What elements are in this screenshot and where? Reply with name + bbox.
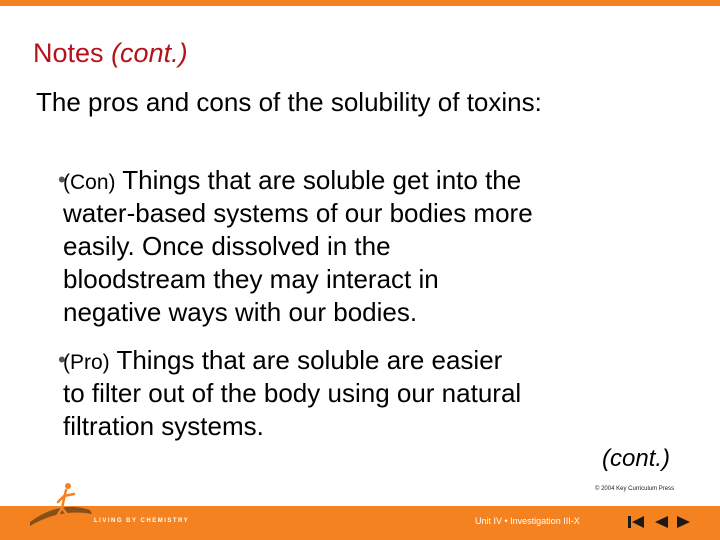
next-slide-button[interactable]: [677, 514, 691, 530]
bullet-line: bloodstream they may interact in: [63, 264, 439, 294]
previous-slide-icon: [654, 515, 668, 529]
bullet-lead-pro: (Pro): [63, 351, 110, 374]
next-slide-icon: [677, 515, 691, 529]
first-slide-icon: [628, 515, 644, 529]
bullet-dot-icon: •: [58, 347, 66, 372]
copyright-text: © 2004 Key Curriculum Press: [595, 486, 675, 492]
bullet-lead-con: (Con): [63, 171, 116, 194]
bullet-line: negative ways with our bodies.: [63, 297, 418, 327]
title-main: Notes: [33, 38, 104, 68]
bullet-line: Things that are soluble are easier: [116, 345, 503, 375]
bullet-line: to filter out of the body using our natural: [63, 378, 522, 408]
living-by-chemistry-logo-icon: [30, 480, 230, 536]
previous-slide-button[interactable]: [654, 514, 668, 530]
logo-text: LIVING BY CHEMISTRY: [94, 518, 190, 524]
top-accent-bar: [0, 0, 720, 6]
bullet-line: Things that are soluble get into the: [122, 165, 522, 195]
bullet-line: easily. Once dissolved in the: [63, 231, 391, 261]
bullet-line: water-based systems of our bodies more: [63, 198, 533, 228]
title-suffix: (cont.): [111, 38, 188, 68]
slide-title: [33, 36, 188, 70]
bullet-dot-icon: •: [58, 167, 66, 192]
intro-text: The pros and cons of the solubility of toxins:: [36, 87, 542, 117]
unit-investigation-label: Unit IV • Investigation III-X: [475, 516, 580, 526]
first-slide-button[interactable]: [628, 514, 644, 530]
continued-label: (cont.): [602, 445, 671, 472]
bullet-line: filtration systems.: [63, 411, 264, 441]
